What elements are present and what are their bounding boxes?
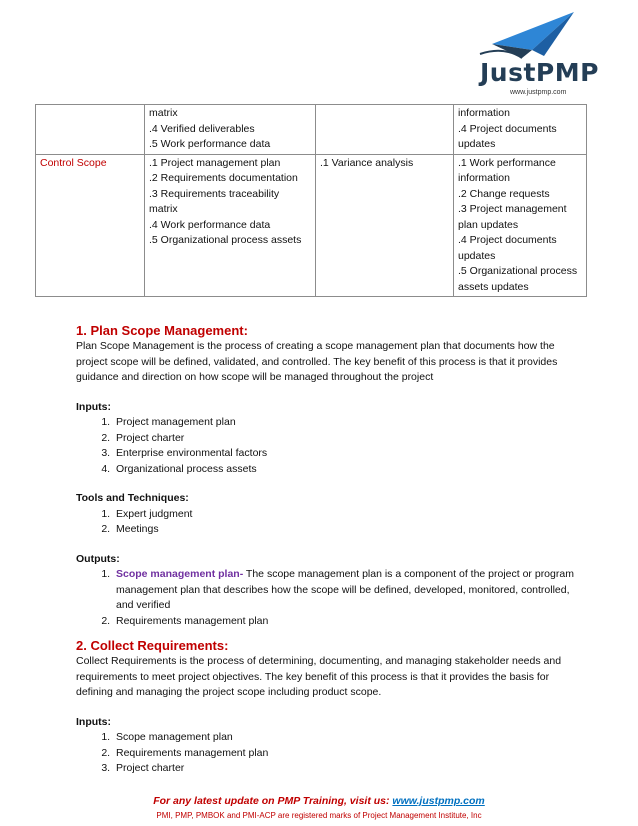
cell-line: .4 Project documents <box>458 122 557 135</box>
cell-line: .2 Requirements documentation <box>149 172 298 184</box>
outputs-list <box>76 567 576 629</box>
list-item <box>113 567 576 614</box>
tools-list <box>76 507 576 538</box>
inputs-label: Inputs: <box>76 400 111 413</box>
cell-line: assets updates <box>458 280 529 293</box>
process-table <box>35 104 587 297</box>
list-item: 2. Project charter <box>113 431 576 447</box>
cell-line: .3 Requirements traceability <box>149 187 280 200</box>
cell-line: .5 Organizational process assets <box>149 234 302 246</box>
inputs-list <box>76 730 576 777</box>
footer-update-line <box>0 795 638 807</box>
cell-line: .1 Project management plan <box>149 156 281 169</box>
list-item: 2. Requirements management plan <box>113 746 576 762</box>
footer-link[interactable]: www.justpmp.com <box>392 795 485 807</box>
table-row <box>36 105 587 155</box>
section-heading-collect-requirements: 2. Collect Requirements: <box>76 638 229 653</box>
process-cell: Control Scope <box>36 154 145 297</box>
section-heading-plan-scope: 1. Plan Scope Management: <box>76 323 248 338</box>
list-item: 1. Project management plan <box>113 415 576 431</box>
inputs-cell <box>145 154 316 297</box>
inputs-label: Inputs: <box>76 715 111 728</box>
list-item: 3. Enterprise environmental factors <box>113 446 576 462</box>
list-item: 1. Expert judgment <box>113 507 576 523</box>
logo-wordmark: JustPMP <box>480 58 599 87</box>
tools-label: Tools and Techniques: <box>76 492 189 504</box>
cell-line: .5 Organizational process <box>458 265 578 277</box>
paper-plane-icon <box>474 6 586 62</box>
outputs-cell <box>454 154 587 297</box>
cell-line: information <box>458 172 510 184</box>
cell-line: plan updates <box>458 218 519 231</box>
cell-line: .3 Project management <box>458 203 567 215</box>
process-cell <box>36 105 145 155</box>
cell-line: .4 Work performance data <box>149 218 271 231</box>
cell-line: updates <box>458 138 496 150</box>
list-item: 2. Requirements management plan <box>113 614 576 630</box>
cell-line: .1 Variance analysis <box>320 156 414 169</box>
footer-trademark: PMI, PMP, PMBOK and PMI-ACP are registered marks of Project Management Institute, Inc <box>156 811 482 820</box>
cell-line: .4 Project documents <box>458 234 557 246</box>
outputs-cell <box>454 105 587 155</box>
cell-line: updates <box>458 249 496 262</box>
list-item: 3. Project charter <box>113 761 576 777</box>
cell-line: .4 Verified deliverables <box>149 122 255 135</box>
list-item: 2. Meetings <box>113 522 576 538</box>
logo-url: www.justpmp.com <box>510 89 567 96</box>
justpmp-logo <box>474 6 599 104</box>
cell-line: information <box>458 107 510 119</box>
table-row <box>36 154 587 297</box>
cell-line: .2 Change requests <box>458 187 550 200</box>
footer-prefix: For any latest update on PMP Training, visit us: <box>153 795 393 807</box>
tools-cell <box>316 154 454 297</box>
inputs-list <box>76 415 576 477</box>
outputs-label: Outputs: <box>76 552 120 565</box>
tools-cell <box>316 105 454 155</box>
section-description: Collect Requirements is the process of determining, documenting, and managing stakeholder needs and requirements to meet project objectives. The key benefit of this process is that it provides the basis for defining and managing the project scope including product scope. <box>76 655 562 698</box>
cell-line: .5 Work performance data <box>149 138 271 150</box>
inputs-cell <box>145 105 316 155</box>
list-item: 4. Organizational process assets <box>113 462 576 478</box>
cell-line: .1 Work performance <box>458 156 556 169</box>
document-body <box>76 322 576 777</box>
cell-line: matrix <box>149 203 178 215</box>
output-term: Scope management plan- <box>116 568 244 580</box>
section-description: Plan Scope Management is the process of creating a scope management plan that documents how the project scope will be defined, validated, and controlled. The key benefit of this process is that it provides guidance and direction on how scope will be managed throughout the project <box>76 340 558 383</box>
cell-line: matrix <box>149 107 178 119</box>
list-item: 1. Scope management plan <box>113 730 576 746</box>
output-description: The scope management plan is a component of the project or program management plan that describes how the scope will be defined, developed, monitored, controlled, and verified <box>116 568 574 611</box>
